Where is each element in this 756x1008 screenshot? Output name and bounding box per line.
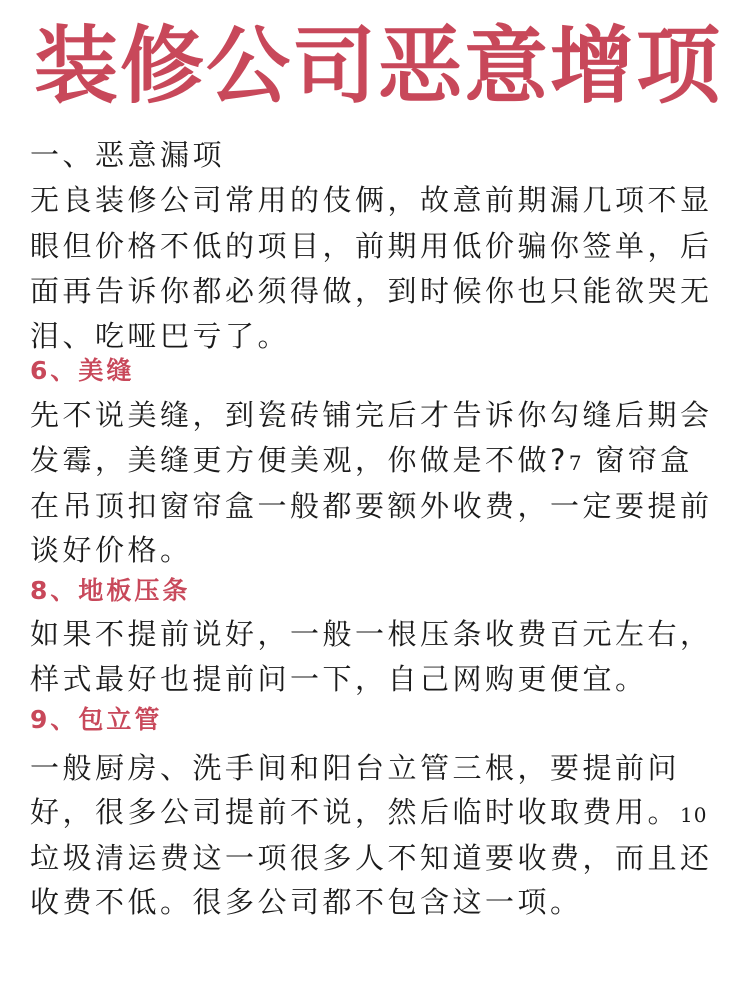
paragraph-line — [30, 794, 707, 833]
paragraph-line: 泪、吃哑巴亏了。 — [30, 319, 291, 353]
item-heading-pipe-wrapping: 9、包立管 — [30, 705, 163, 734]
inline-item-number: 10 — [680, 803, 708, 827]
paragraph-line: 如果不提前说好，一般一根压条收费百元左右， — [30, 617, 713, 651]
section-heading-malicious-omission: 一、恶意漏项 — [30, 138, 226, 172]
item-heading-grout: 6、美缝 — [30, 356, 135, 385]
paragraph-line: 一般厨房、洗手间和阳台立管三根，要提前问 — [30, 751, 681, 785]
paragraph-line: 谈好价格。 — [30, 533, 193, 567]
paragraph-line: 在吊顶扣窗帘盒一般都要额外收费，一定要提前 — [30, 489, 713, 523]
paragraph-line: 先不说美缝，到瓷砖铺完后才告诉你勾缝后期会 — [30, 398, 713, 432]
paragraph-line: 垃圾清运费这一项很多人不知道要收费，而且还 — [30, 841, 713, 875]
paragraph-line: 面再告诉你都必须得做，到时候你也只能欲哭无 — [30, 274, 713, 308]
inline-item-title: 窗帘盒 — [582, 443, 693, 477]
page-title: 装修公司恶意增项 — [33, 17, 722, 115]
paragraph-line: 样式最好也提前问一下，自己网购更便宜。 — [30, 662, 648, 696]
paragraph-line: 无良装修公司常用的伎俩，故意前期漏几项不显 — [30, 183, 713, 217]
item-heading-floor-strip: 8、地板压条 — [30, 576, 191, 605]
paragraph-text: 发霉，美缝更方便美观，你做是不做? — [30, 443, 569, 477]
inline-item-number: 7 — [568, 451, 583, 475]
paragraph-line: 收费不低。很多公司都不包含这一项。 — [30, 885, 583, 919]
paragraph-text: 好，很多公司提前不说，然后临时收取费用。 — [30, 795, 681, 829]
paragraph-line — [30, 442, 693, 481]
paragraph-line: 眼但价格不低的项目，前期用低价骗你签单，后 — [30, 229, 713, 263]
